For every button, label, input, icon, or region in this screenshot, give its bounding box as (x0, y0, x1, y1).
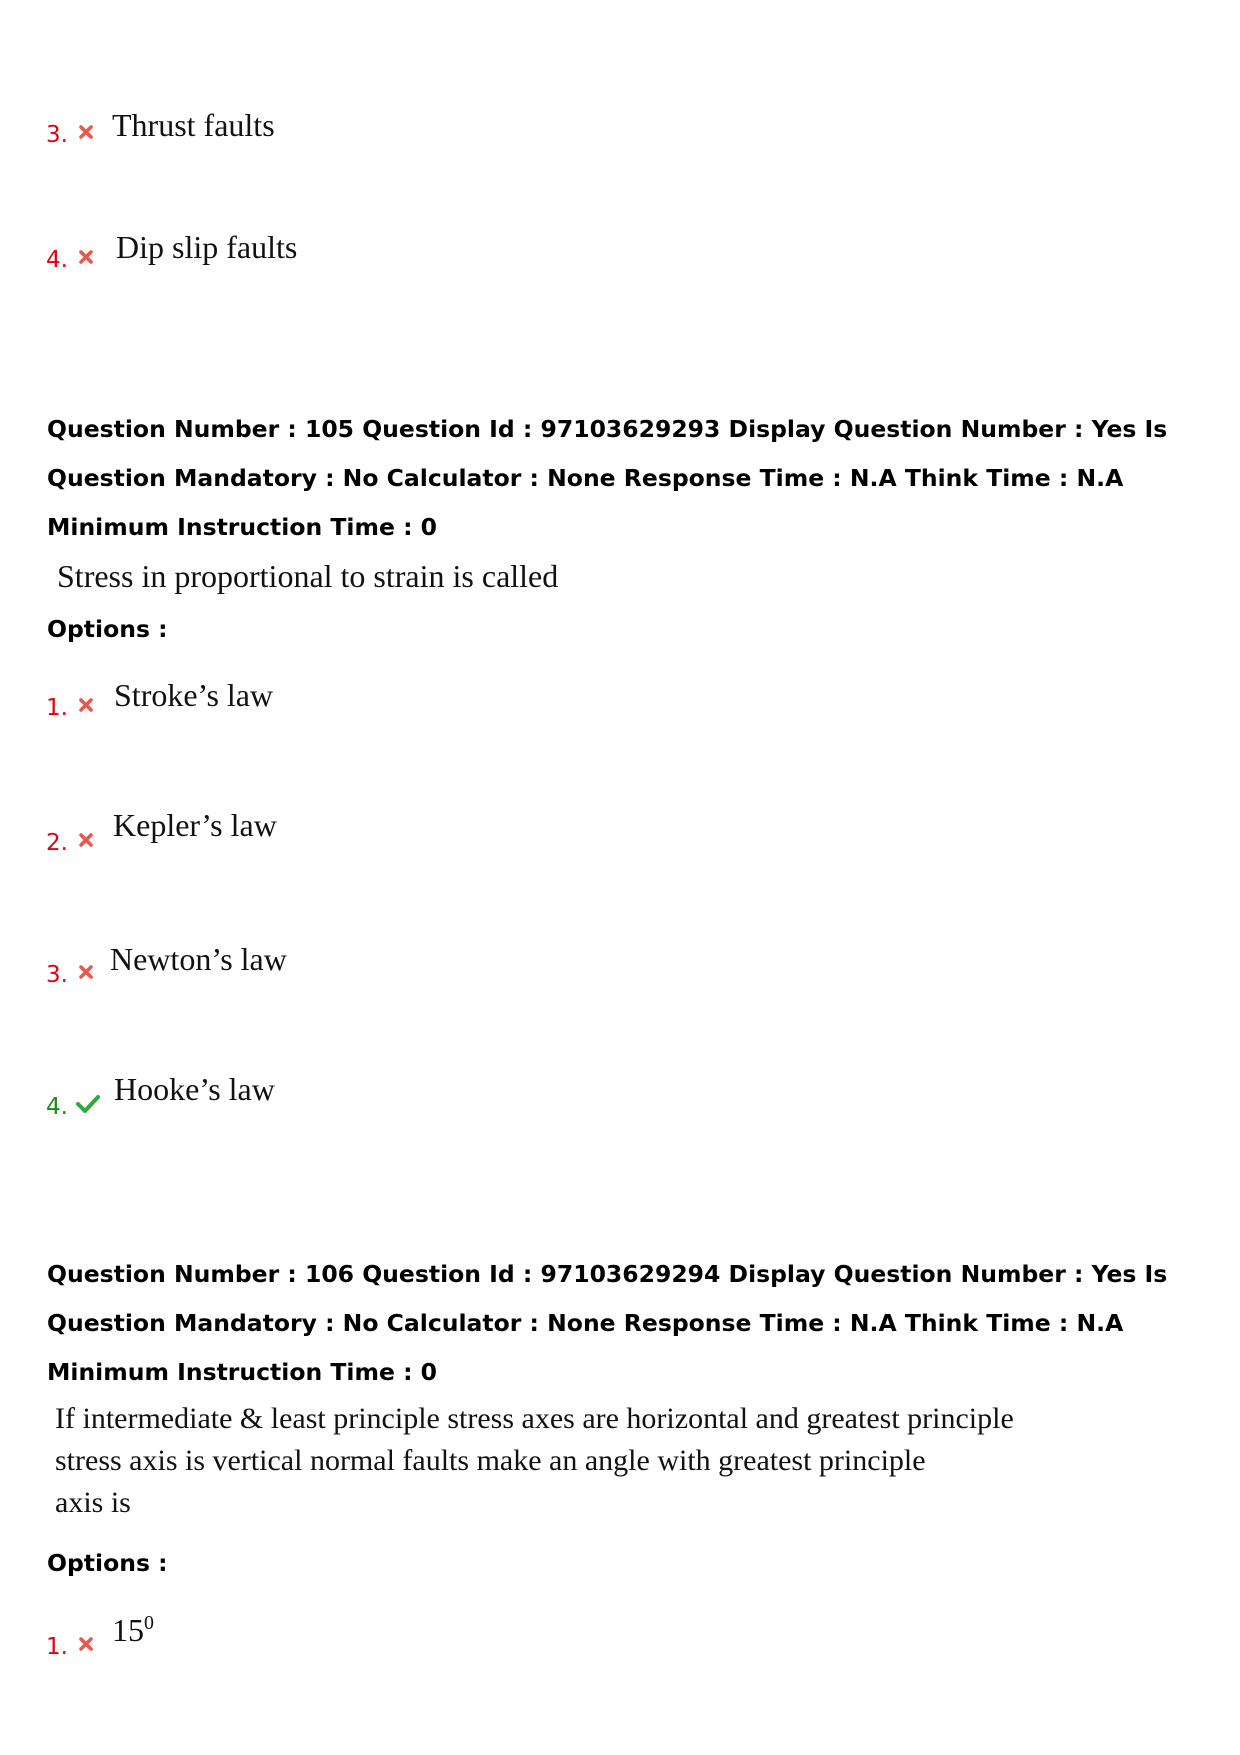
question-meta: Question Number : 105 Question Id : 97103629293 Display Question Number : Yes Is Question Mandatory : No Calculator : None Response Time : N.A Think Time : N.A Minimum Instruction Time : 0 (47, 415, 1168, 541)
check-icon (75, 1093, 101, 1115)
option-text: Stroke’s law (114, 677, 274, 713)
options-label: Options : (47, 615, 168, 643)
option-number: 3. (46, 122, 68, 148)
option-text: Newton’s law (110, 941, 287, 977)
option-superscript: 0 (144, 1612, 154, 1635)
cross-icon (77, 696, 95, 714)
question-meta: Question Number : 106 Question Id : 97103629294 Display Question Number : Yes Is Question Mandatory : No Calculator : None Response Time : N.A Think Time : N.A Minimum Instruction Time : 0 (47, 1260, 1168, 1386)
option-value: 15 (112, 1612, 144, 1648)
cross-icon (77, 123, 95, 141)
question-text-line: If intermediate & least principle stress axes are horizontal and greatest principle (55, 1402, 1014, 1435)
option-number: 4. (46, 247, 68, 273)
option-number: 4. (46, 1094, 68, 1120)
options-label: Options : (47, 1549, 168, 1577)
cross-icon (77, 831, 95, 849)
option-number: 1. (46, 1634, 68, 1660)
cross-icon (77, 248, 95, 266)
option-text: Thrust faults (112, 107, 275, 143)
option-text (112, 1614, 154, 1646)
option-text: Kepler’s law (113, 807, 277, 843)
option-number: 3. (46, 962, 68, 988)
cross-icon (77, 1635, 95, 1653)
option-text: Hooke’s law (114, 1071, 275, 1107)
question-text-line: stress axis is vertical normal faults make an angle with greatest principle (55, 1444, 926, 1477)
option-number: 2. (46, 830, 68, 856)
question-text-line: axis is (55, 1486, 131, 1519)
option-number: 1. (46, 695, 68, 721)
question-text: Stress in proportional to strain is called (57, 558, 559, 594)
option-text: Dip slip faults (116, 229, 298, 265)
cross-icon (77, 963, 95, 981)
